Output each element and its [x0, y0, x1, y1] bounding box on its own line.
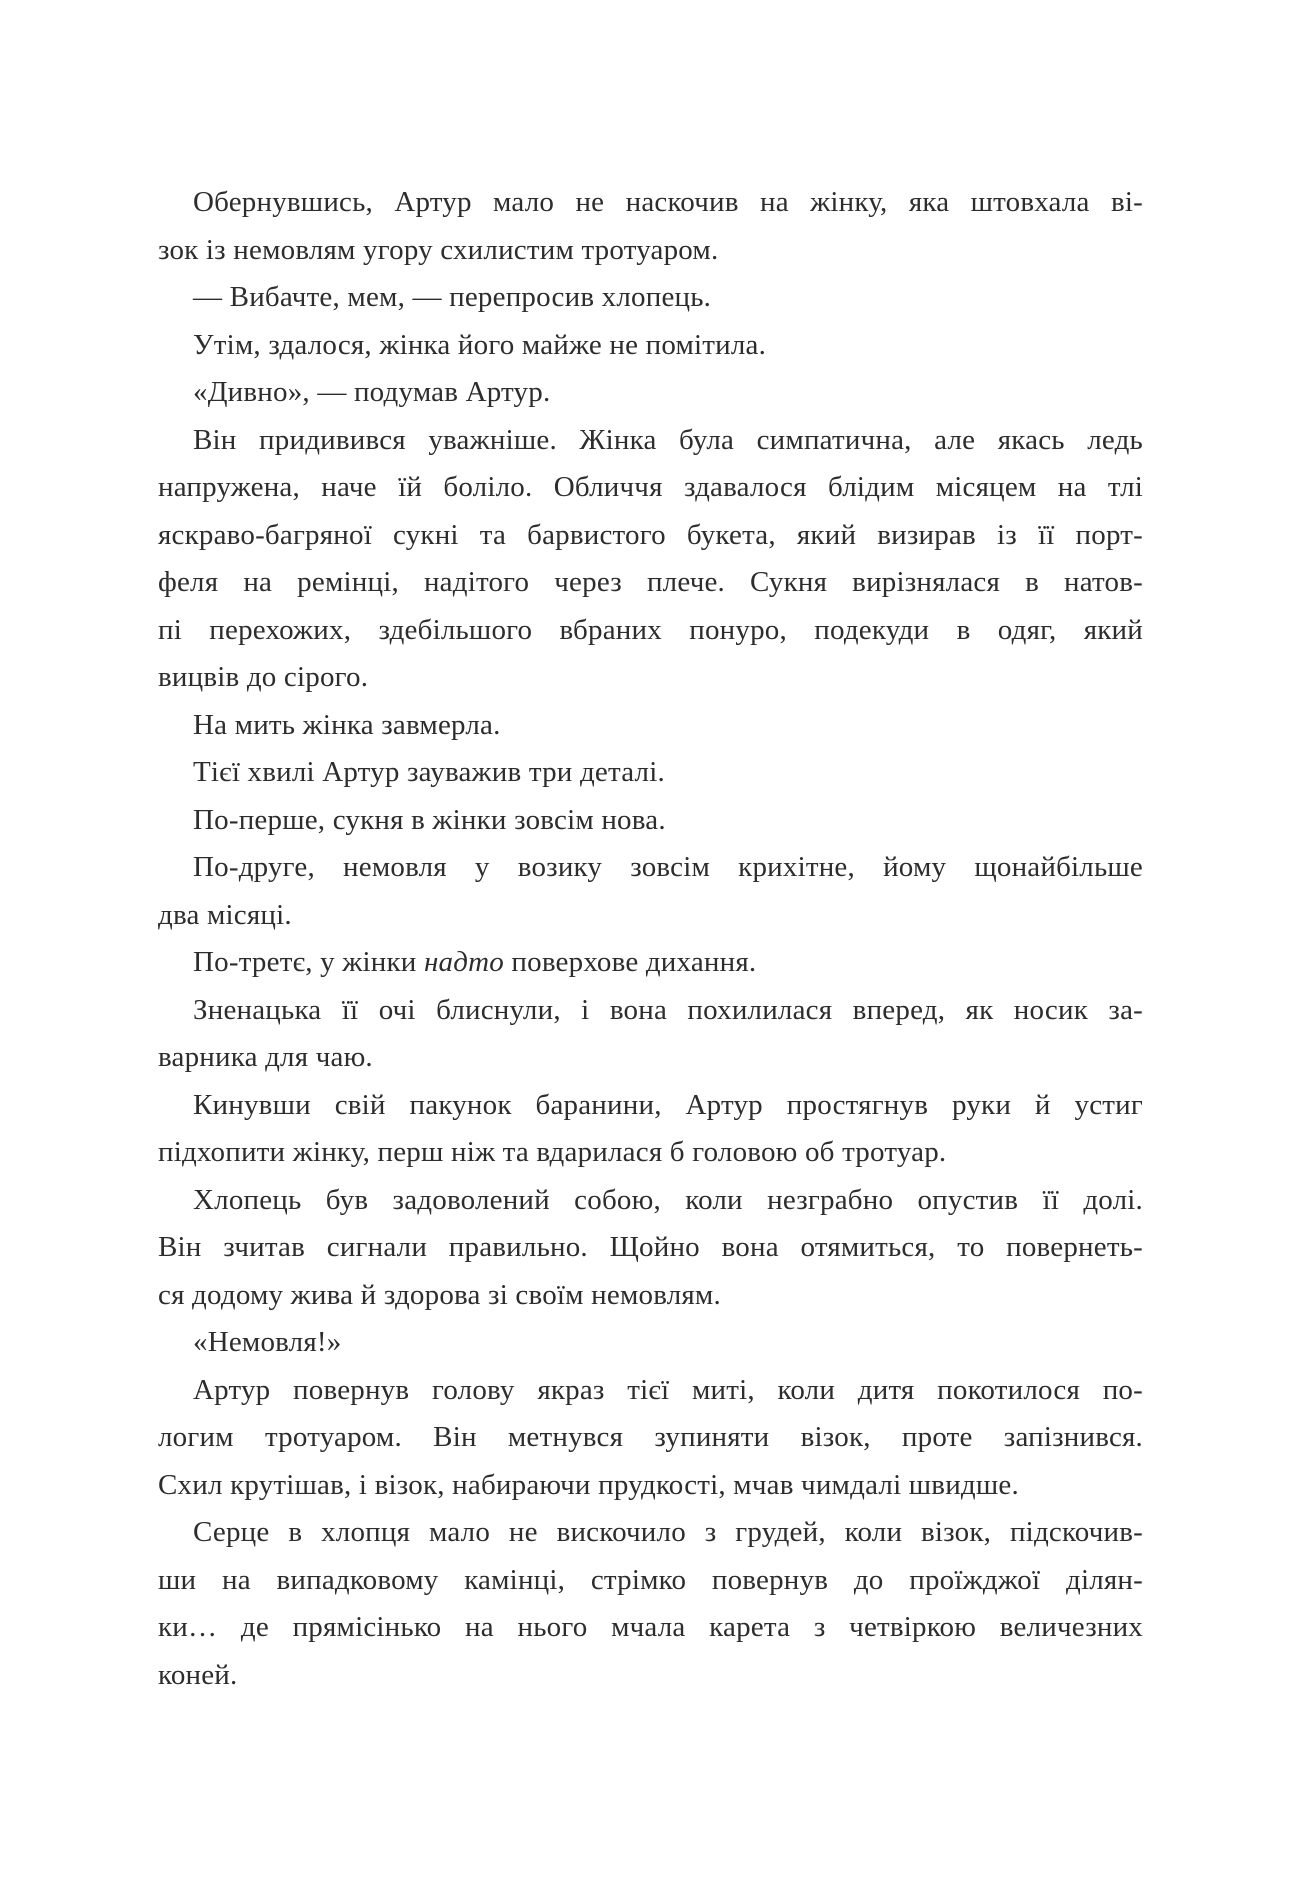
text-line-p10-l0: Зненацька її очі блиснули, і вона похилилася вперед, як носик за- — [193, 993, 1143, 1026]
text-line-p8-l1: два місяці. — [158, 898, 292, 931]
text-line-p4-l4: пі перехожих, здебільшого вбраних понуро, подекуди в одяг, який — [158, 613, 1143, 646]
text-line-p4-l2: яскраво-багряної сукні та барвистого букета, який визирав із її порт- — [158, 518, 1143, 551]
text-line-p1-l0: — Вибачте, мем, — перепросив хлопець. — [193, 281, 712, 313]
text-line-p3-l0: «Дивно», — подумав Артур. — [193, 376, 551, 408]
text-line-p15-l3: коней. — [158, 1658, 238, 1691]
text-line-p2-l0: Утім, здалося, жінка його майже не помітила. — [193, 328, 767, 361]
text-line-p0-l0: Обернувшись, Артур мало не наскочив на жінку, яка штовхала ві- — [193, 186, 1143, 218]
text-line-p12-l0: Хлопець був задоволений собою, коли незграбно опустив її долі. — [193, 1183, 1143, 1216]
text-line-p11-l0: Кинувши свій пакунок баранини, Артур простягнув руки й устиг — [193, 1088, 1143, 1121]
text-line-p13-l0: «Немовля!» — [193, 1326, 342, 1358]
text-line-p4-l5: вицвів до сірого. — [158, 661, 369, 693]
text-line-p12-l1: Він зчитав сигнали правильно. Щойно вона отямиться, то повернеть- — [158, 1231, 1143, 1263]
text-line-p15-l0: Серце в хлопця мало не вискочило з грудей, коли візок, підскочив- — [193, 1516, 1143, 1548]
text-line-p14-l2: Схил крутішав, і візок, набираючи прудкості, мчав чимдалі швидше. — [158, 1468, 1019, 1501]
page-text — [158, 179, 1143, 1699]
text-line-p9-l0 — [158, 939, 1143, 987]
text-segment: поверхове дихання. — [503, 946, 757, 978]
text-line-p11-l1: підхопити жінку, перш ніж та вдарилася б головою об тротуар. — [158, 1136, 947, 1168]
text-line-p5-l0: На мить жінка завмерла. — [193, 708, 501, 741]
italic-word: надто — [423, 946, 504, 978]
text-line-p6-l0: Тієї хвилі Артур зауважив три деталі. — [193, 756, 665, 788]
text-line-p10-l1: варника для чаю. — [158, 1041, 373, 1073]
text-line-p12-l2: ся додому жива й здорова зі своїм немовлям. — [158, 1278, 721, 1311]
text-line-p4-l0: Він придивився уважніше. Жінка була симпатична, але якась ледь — [193, 423, 1143, 456]
text-line-p0-l1: зок із немовлям угору схилистим тротуаром. — [158, 233, 719, 266]
text-line-p15-l2: ки… де прямісінько на нього мчала карета з четвіркою величезних — [158, 1611, 1143, 1643]
text-line-p4-l3: феля на ремінці, надітого через плече. Сукня вирізнялася в натов- — [158, 566, 1143, 598]
text-line-p14-l0: Артур повернув голову якраз тієї миті, коли дитя покотилося по- — [193, 1373, 1143, 1406]
text-segment: По-третє, у жінки — [193, 946, 424, 978]
text-line-p4-l1: напружена, наче їй боліло. Обличчя здавалося блідим місяцем на тлі — [158, 471, 1143, 503]
text-line-p15-l1: ши на випадковому камінці, стрімко повернув до проїжджої ділян- — [158, 1563, 1143, 1596]
text-line-p8-l0: По-друге, немовля у возику зовсім крихітне, йому щонайбільше — [193, 851, 1143, 883]
text-line-p14-l1: логим тротуаром. Він метнувся зупиняти візок, проте запізнився. — [158, 1421, 1143, 1453]
text-line-p7-l0: По-перше, сукня в жінки зовсім нова. — [193, 803, 666, 836]
